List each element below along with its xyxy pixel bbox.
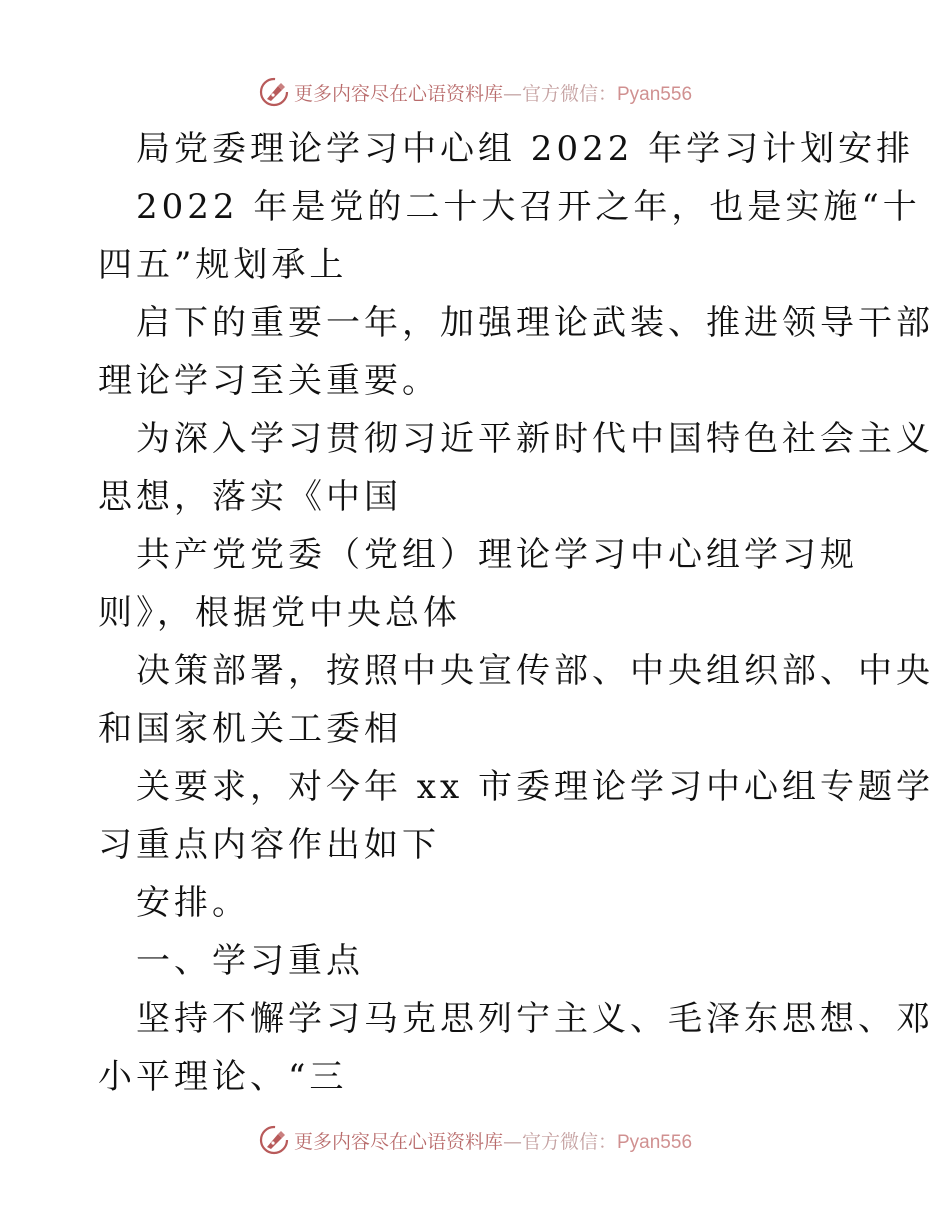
paragraph-line: 四五”规划承上 (98, 245, 348, 285)
section-heading: 一、学习重点 (136, 941, 364, 981)
paragraph-line: 坚持不懈学习马克思列宁主义、毛泽东思想、邓 (136, 999, 934, 1039)
watermark-text (294, 1127, 692, 1154)
watermark-footer (0, 1120, 950, 1160)
paragraph-line: 则》，根据党中央总体 (98, 593, 461, 633)
paragraph-line: 思想，落实《中国 (98, 477, 402, 517)
paragraph-line: 关要求，对今年 xx 市委理论学习中心组专题学 (136, 767, 934, 807)
paragraph-line: 为深入学习贯彻习近平新时代中国特色社会主义 (136, 419, 934, 459)
paragraph-line: 和国家机关工委相 (98, 709, 402, 749)
paragraph-line: 共产党党委（党组）理论学习中心组学习规 (136, 535, 858, 575)
pen-nib-circle-icon (258, 1124, 290, 1156)
paragraph-line: 习重点内容作出如下 (98, 825, 440, 865)
watermark-main: 更多内容尽在心语资料库 (293, 1130, 503, 1153)
paragraph-line: 理论学习至关重要。 (98, 361, 440, 401)
watermark-label: 官方微信： (521, 82, 617, 105)
document-title: 局党委理论学习中心组 2022 年学习计划安排 (136, 129, 915, 169)
paragraph-line: 决策部署，按照中央宣传部、中央组织部、中央 (136, 651, 934, 691)
watermark-header (0, 72, 950, 112)
watermark-id: Pyan556 (617, 1131, 693, 1153)
document-body (98, 120, 934, 1106)
paragraph-line: 2022 年是党的二十大召开之年，也是实施“十 (136, 187, 921, 227)
watermark-id: Pyan556 (617, 83, 693, 105)
watermark-separator: — (502, 1130, 522, 1153)
paragraph-line: 安排。 (136, 883, 250, 923)
pen-nib-circle-icon (258, 76, 290, 108)
watermark-label: 官方微信： (521, 1130, 617, 1153)
watermark-separator: — (502, 82, 522, 105)
paragraph-line: 启下的重要一年，加强理论武装、推进领导干部 (136, 303, 934, 343)
watermark-text (294, 79, 692, 106)
watermark-main: 更多内容尽在心语资料库 (293, 82, 503, 105)
paragraph-line: 小平理论、“三 (98, 1057, 348, 1097)
